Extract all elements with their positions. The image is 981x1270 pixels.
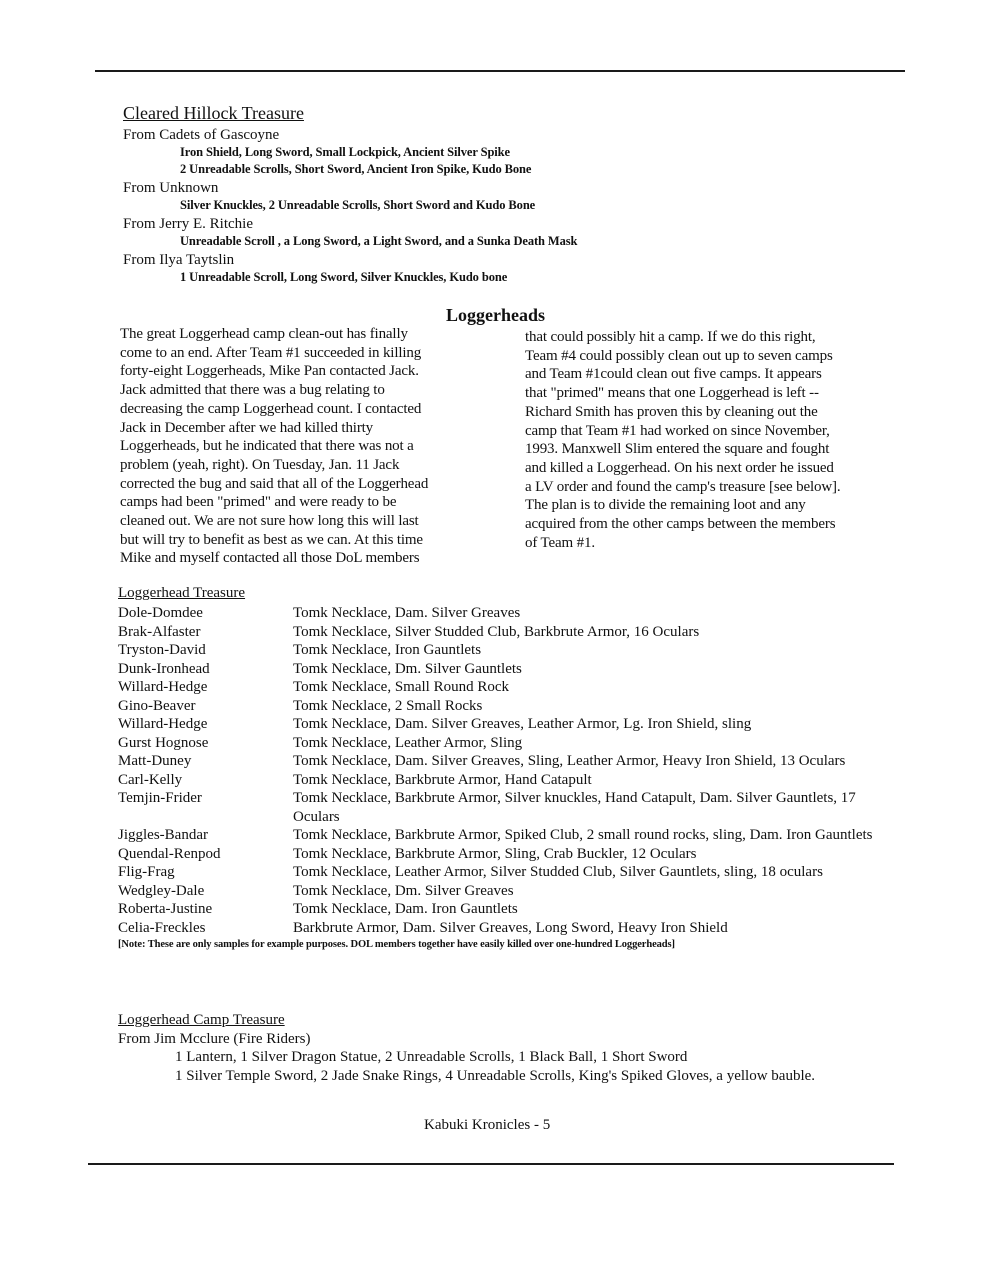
article-line: Loggerheads, but he indicated that there was not a	[120, 438, 414, 455]
article-line: camp that Team #1 had worked on since November,	[525, 422, 830, 439]
group-source: From Ilya Taytslin	[123, 252, 235, 268]
member-name: Tryston-David	[118, 642, 206, 658]
article-line: and Team #1could clean out five camps. It appears	[525, 366, 822, 383]
camp-item-line: 1 Lantern, 1 Silver Dragon Statue, 2 Unreadable Scrolls, 1 Black Ball, 1 Short Sword	[175, 1049, 688, 1065]
treasure-note: [Note: These are only samples for example purposes. DOL members together have easily killed over one-hundred Loggerheads]	[118, 939, 675, 950]
hillock-group	[123, 126, 763, 178]
member-items: Tomk Necklace, Silver Studded Club, Barkbrute Armor, 16 Oculars	[293, 623, 700, 640]
hillock-title: Cleared Hillock Treasure	[123, 103, 304, 123]
member-name: Dole-Domdee	[118, 605, 203, 621]
article-line: corrected the bug and said that all of the Loggerhead	[120, 475, 429, 492]
hillock-group	[123, 179, 763, 214]
hillock-group	[123, 215, 763, 250]
treasure-row	[118, 789, 878, 826]
member-name: Quendal-Renpod	[118, 845, 221, 862]
article-line: Team #4 could possibly clean out up to seven camps	[525, 347, 833, 364]
member-name: Celia-Freckles	[118, 919, 206, 936]
group-item-line: Iron Shield, Long Sword, Small Lockpick, Ancient Silver Spike	[180, 145, 510, 159]
treasure-row	[118, 641, 878, 660]
member-name: Gurst Hognose	[118, 734, 209, 751]
member-name: Willard-Hedge	[118, 679, 208, 695]
article-line: and killed a Loggerhead. On his next order he issued	[525, 459, 834, 476]
treasure-row	[118, 845, 878, 864]
treasure-row	[118, 900, 878, 919]
article-line: The plan is to divide the remaining loot and any	[525, 497, 806, 514]
member-name: Willard-Hedge	[118, 716, 208, 732]
hillock-section	[123, 103, 763, 286]
member-items: Barkbrute Armor, Dam. Silver Greaves, Long Sword, Heavy Iron Shield	[293, 919, 728, 936]
camp-item-line: 1 Silver Temple Sword, 2 Jade Snake Rings, 4 Unreadable Scrolls, King's Spiked Gloves, a yellow bauble.	[175, 1068, 816, 1084]
article-line: that could possibly hit a camp. If we do this right,	[525, 329, 816, 345]
member-name: Brak-Alfaster	[118, 623, 201, 640]
treasure-row	[118, 752, 878, 771]
camp-treasure-section	[118, 1012, 878, 1086]
member-name: Jiggles-Bandar	[118, 827, 208, 843]
group-source: From Unknown	[123, 180, 219, 196]
article-line: but will try to benefit as best as we can. At this time	[120, 531, 423, 548]
article-left-column	[120, 325, 470, 568]
treasure-row	[118, 623, 878, 642]
treasure-row	[118, 882, 878, 901]
member-items: Tomk Necklace, Iron Gauntlets	[293, 642, 482, 658]
member-items: Tomk Necklace, Dam. Silver Greaves	[293, 605, 521, 621]
member-items: Tomk Necklace, Dam. Iron Gauntlets	[293, 901, 518, 917]
member-items: Tomk Necklace, Dam. Silver Greaves, Sling, Leather Armor, Heavy Iron Shield, 13 Oculars	[293, 753, 846, 769]
member-items: Tomk Necklace, Dam. Silver Greaves, Leather Armor, Lg. Iron Shield, sling	[293, 716, 752, 732]
group-item-line: 1 Unreadable Scroll, Long Sword, Silver Knuckles, Kudo bone	[180, 270, 508, 284]
member-name: Gino-Beaver	[118, 697, 196, 714]
article-line: 1993. Manxwell Slim entered the square and fought	[525, 441, 830, 458]
treasure-row	[118, 604, 878, 623]
article-line: cleaned out. We are not sure how long this will last	[120, 513, 419, 530]
treasure-row	[118, 863, 878, 882]
treasure-row	[118, 734, 878, 753]
member-items: Tomk Necklace, Dm. Silver Gauntlets	[293, 660, 522, 677]
treasure-row	[118, 771, 878, 790]
treasure-row	[118, 697, 878, 716]
treasure-title: Loggerhead Treasure	[118, 585, 246, 601]
loggerhead-treasure-section	[118, 585, 878, 950]
page-footer: Kabuki Kronicles - 5	[424, 1117, 551, 1133]
camp-title: Loggerhead Camp Treasure	[118, 1012, 285, 1028]
group-item-line: Silver Knuckles, 2 Unreadable Scrolls, Short Sword and Kudo Bone	[180, 198, 536, 212]
article-line: problem (yeah, right). On Tuesday, Jan. 11 Jack	[120, 456, 400, 473]
member-name: Roberta-Justine	[118, 901, 213, 917]
member-name: Matt-Duney	[118, 753, 192, 769]
camp-source: From Jim Mcclure (Fire Riders)	[118, 1031, 311, 1047]
loggerheads-heading: Loggerheads	[446, 305, 545, 325]
group-item-line: 2 Unreadable Scrolls, Short Sword, Ancient Iron Spike, Kudo Bone	[180, 162, 532, 176]
bottom-rule	[88, 1163, 894, 1165]
group-source: From Jerry E. Ritchie	[123, 216, 253, 232]
article-line: acquired from the other camps between the members	[525, 516, 836, 533]
article-line: Jack admitted that there was a bug relating to	[120, 382, 385, 399]
treasure-row	[118, 678, 878, 697]
treasure-row	[118, 826, 878, 845]
member-items: Tomk Necklace, Barkbrute Armor, Sling, Crab Buckler, 12 Oculars	[293, 845, 697, 862]
article-line: that "primed" means that one Loggerhead is left --	[525, 385, 819, 402]
article-line: come to an end. After Team #1 succeeded in killing	[120, 344, 422, 361]
hillock-group	[123, 251, 763, 286]
member-name: Wedgley-Dale	[118, 882, 205, 899]
member-items: Tomk Necklace, Dm. Silver Greaves	[293, 882, 514, 899]
article-line: decreasing the camp Loggerhead count. I contacted	[120, 400, 422, 417]
member-name: Flig-Frag	[118, 864, 175, 880]
member-name: Carl-Kelly	[118, 771, 183, 788]
treasure-row	[118, 919, 878, 938]
group-source: From Cadets of Gascoyne	[123, 127, 280, 143]
article-line: The great Loggerhead camp clean-out has finally	[120, 326, 408, 342]
treasure-list	[118, 604, 878, 937]
member-name: Dunk-Ironhead	[118, 660, 210, 677]
member-items: Tomk Necklace, Barkbrute Armor, Silver knuckles, Hand Catapult, Dam. Silver Gauntlets, 17 Oculars	[293, 790, 856, 825]
member-items: Tomk Necklace, Leather Armor, Silver Studded Club, Silver Gauntlets, sling, 18 oculars	[293, 864, 823, 880]
member-name: Temjin-Frider	[118, 790, 202, 806]
member-items: Tomk Necklace, 2 Small Rocks	[293, 697, 483, 714]
article-line: Mike and myself contacted all those DoL members	[120, 550, 420, 567]
top-rule	[95, 70, 905, 72]
member-items: Tomk Necklace, Barkbrute Armor, Spiked Club, 2 small round rocks, sling, Dam. Iron Gauntlets	[293, 827, 873, 843]
member-items: Tomk Necklace, Barkbrute Armor, Hand Catapult	[293, 771, 592, 788]
article-line: a LV order and found the camp's treasure [see below].	[525, 478, 841, 495]
article-line: Richard Smith has proven this by cleaning out the	[525, 403, 818, 420]
group-item-line: Unreadable Scroll , a Long Sword, a Light Sword, and a Sunka Death Mask	[180, 234, 578, 248]
treasure-row	[118, 660, 878, 679]
article-right-column	[525, 328, 885, 552]
article-line: of Team #1.	[525, 534, 595, 551]
article-line: forty-eight Loggerheads, Mike Pan contacted Jack.	[120, 363, 419, 380]
member-items: Tomk Necklace, Small Round Rock	[293, 679, 509, 695]
member-items: Tomk Necklace, Leather Armor, Sling	[293, 734, 523, 751]
article-line: Jack in December after we had killed thirty	[120, 419, 374, 436]
treasure-row	[118, 715, 878, 734]
article-line: camps had been "primed" and were ready to be	[120, 494, 397, 511]
